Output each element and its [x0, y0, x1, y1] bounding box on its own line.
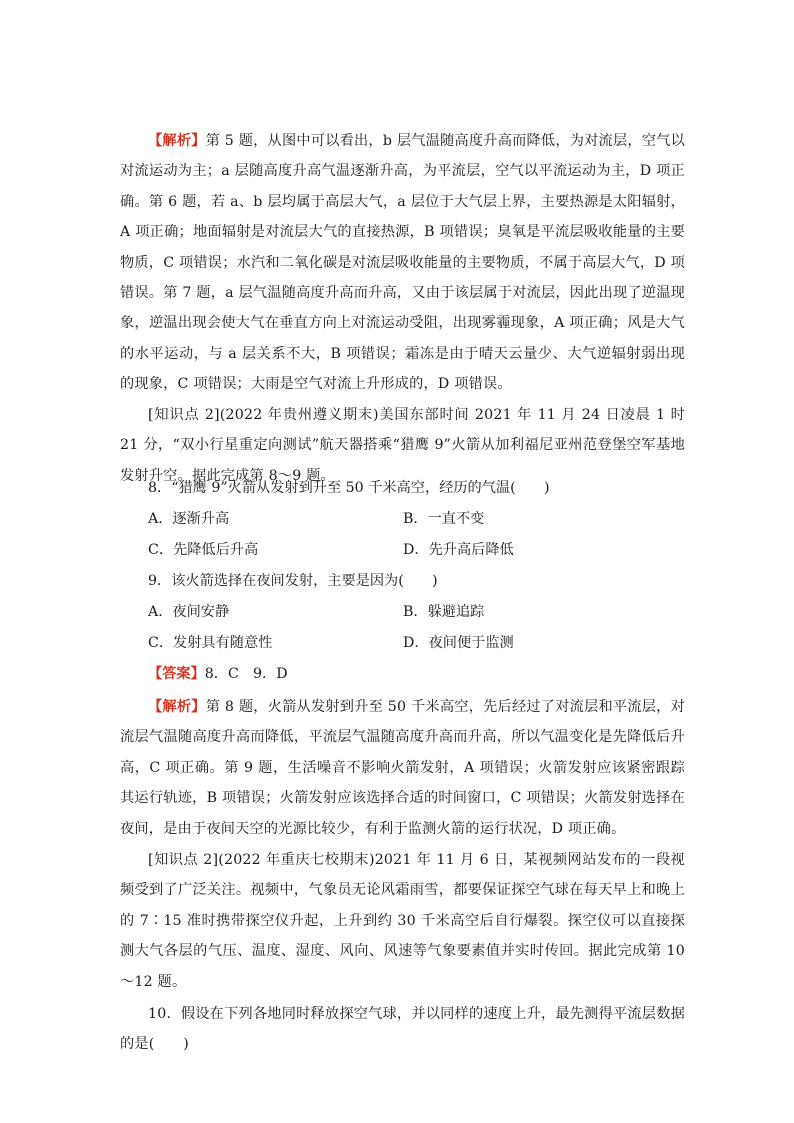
- analysis-tag-2: 【解析】: [148, 699, 206, 715]
- question-8-option-a: A．逐渐升高: [148, 511, 230, 527]
- question-9-option-a: A．夜间安静: [148, 604, 230, 620]
- analysis-text-5-7: 第 5 题，从图中可以看出，b 层气温随高度升高而降低，为对流层，空气以对流运动为主；a 层随高度升高气温逐渐升高，为平流层，空气以平流运动为主，D 项正确。第 6 题，若 a、b 层均属于高层大气，a 层位于大气层上界，主要热源是太阳辐射，A 项正确；地面辐射是对流层大气的直接热源，B 项错误；臭氧是平流层吸收能量的主要物质，C 项错误；水汽和二氧化碳是对流层吸收能量的主要物质，不属于高层大气，D 项错误。第 7 题，a 层气温随高度升高而升高，又由于该层属于对流层，因此出现了逆温现象，逆温出现会使大气在垂直方向上对流运动受阻，出现雾霾现象，A 项正确；风是大气的水平运动，与 a 层关系不大，B 项错误；霜冻是由于晴天云量少、大气逆辐射弱出现的现象，C 项错误；大雨是空气对流上升形成的，D 项错误。: [120, 133, 685, 393]
- question-10-stem: 10．假设在下列各地同时释放探空气球，并以同样的速度上升，最先测得平流层数据的是( ): [120, 1006, 685, 1053]
- knowledge-point-intro-10-12: [知识点 2](2022 年重庆七校期末)2021 年 11 月 6 日，某视频网站发布的一段视频受到了广泛关注。视频中，气象员无论风霜雨雪，都要保证探空气球在每天早上和晚上的 7∶15 准时携带探空仪升起，上升到约 30 千米高空后自行爆裂。探空仪可以直接探测大气各层的气压、温度、湿度、风向、风速等气象要素值并实时传回。据此完成第 10～12 题。: [120, 852, 685, 990]
- question-9-option-b: B．躲避追踪: [403, 604, 485, 620]
- answer-text: 8．C 9．D: [204, 666, 288, 682]
- question-8-option-d: D．先升高后降低: [403, 542, 514, 558]
- question-9-stem: 9．该火箭选择在夜间发射，主要是因为( ): [148, 573, 438, 589]
- question-8-option-b: B．一直不变: [403, 511, 485, 527]
- question-9-option-c: C．发射具有随意性: [148, 635, 273, 651]
- answer-tag: 【答案】: [148, 666, 205, 682]
- analysis-paragraph-5-7: [120, 126, 685, 400]
- question-9-option-d: D．夜间便于监测: [403, 635, 514, 651]
- question-8-option-c: C．先降低后升高: [148, 542, 259, 558]
- knowledge-point-intro-8-9: [知识点 2](2022 年贵州遵义期末)美国东部时间 2021 年 11 月 24 日凌晨 1 时 21 分，“双小行星重定向测试”航天器搭乘“猎鹰 9”火箭从加利福尼亚州范登堡空军基地发射升空。据此完成第 8～9 题。: [120, 407, 685, 484]
- answer-line: [120, 664, 288, 684]
- analysis-tag: 【解析】: [148, 133, 206, 149]
- question-8-stem: 8．“猎鹰 9”火箭从发射到升至 50 千米高空，经历的气温( ): [148, 480, 550, 496]
- analysis-paragraph-8-9: [120, 692, 685, 844]
- analysis-text-8-9: 第 8 题，火箭从发射到升至 50 千米高空，先后经过了对流层和平流层，对流层气温随高度升高而降低，平流层气温随高度升高而升高，所以气温变化是先降低后升高，C 项正确。第 9 题，生活噪音不影响火箭发射，A 项错误；火箭发射应该紧密跟踪其运行轨迹，B 项错误；火箭发射应该选择合适的时间窗口，C 项错误；火箭发射选择在夜间，是由于夜间天空的光源比较少，有利于监测火箭的运行状况，D 项正确。: [120, 699, 685, 837]
